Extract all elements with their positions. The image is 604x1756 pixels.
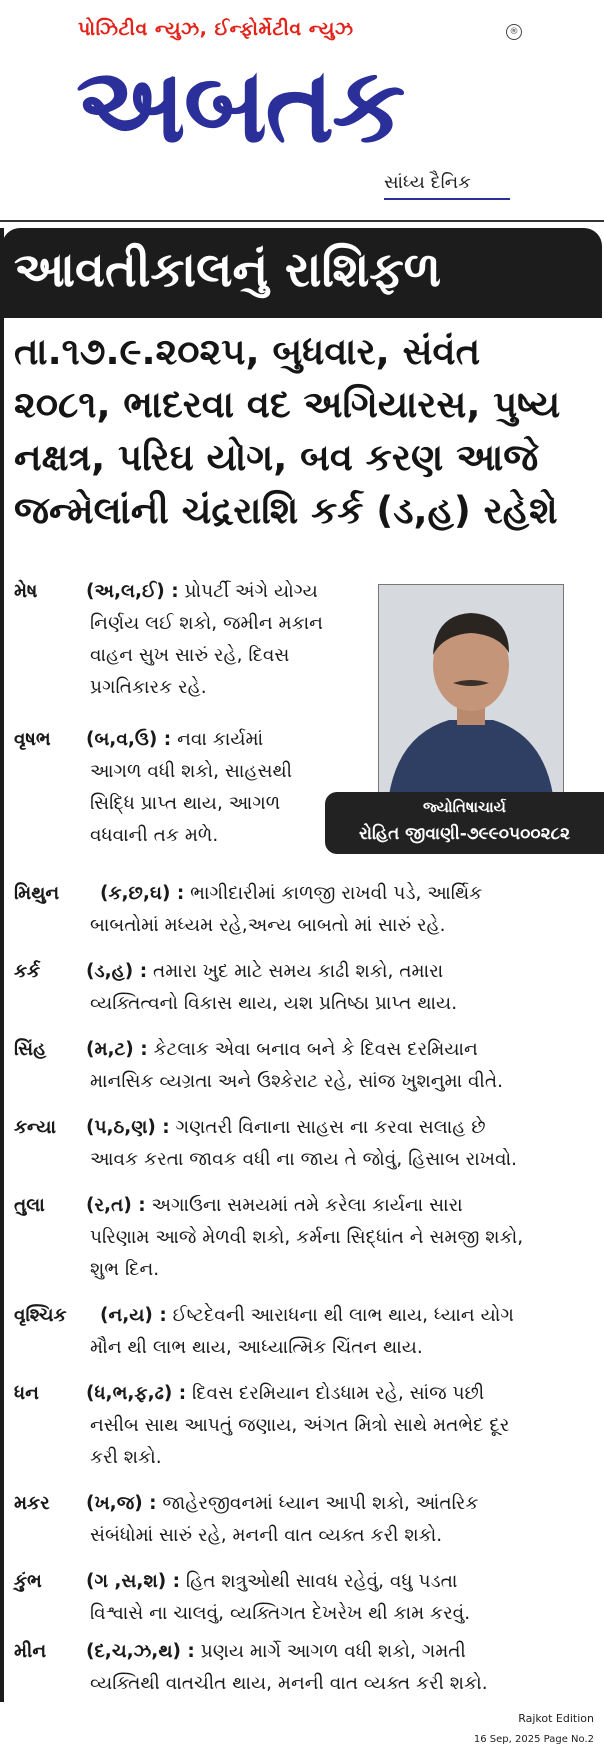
rashi-text-line: અગાઉના સમયમાં તમે કરેલા કાર્યના સારા: [151, 1195, 463, 1216]
rashi-letters: (મ,ટ) :: [86, 1039, 148, 1060]
section-title: આવતીકાલનું રાશિફળ: [14, 242, 442, 298]
rashi-name: મકર: [14, 1493, 50, 1514]
rashi-text-line: પરિણામ આજે મેળવી શકો, કર્મના સિદ્ધાંત ને સમજી શકો,: [90, 1227, 524, 1248]
rashi-text-line: વધવાની તક મળે.: [90, 825, 219, 846]
rashi-text-line: દિવસ દરમિયાન દોડધામ રહે, સાંજ પછી: [192, 1383, 485, 1404]
astrologer-name-phone: રોહિત જીવાણી-૭૯૯૦૫૦૦૨૮૨: [359, 824, 570, 844]
masthead-subtitle: સાંધ્ય દૈનિક: [384, 172, 471, 193]
rashi-letters: (બ,વ,ઉ) :: [86, 729, 172, 750]
rashi-text-line: તમારા ખુદ માટે સમય કાઢી શકો, તમારા: [152, 961, 444, 982]
rashi-name: વૃશ્ચિક: [14, 1305, 67, 1326]
rashi-kumbh: [14, 1566, 594, 1630]
rashi-meen: [14, 1636, 594, 1700]
edition-label: Rajkot Edition: [518, 1712, 594, 1725]
rashi-letters: (અ,લ,ઈ) :: [86, 581, 179, 602]
rashi-name: કુંભ: [14, 1571, 42, 1592]
rashi-kanya: [14, 1112, 594, 1176]
rashi-letters: (ન,ય) :: [100, 1305, 167, 1326]
rashi-name: મિથુન: [14, 883, 60, 904]
rashi-text-line: આગળ વધી શકો, સાહસથી: [90, 761, 292, 782]
masthead-rule: [0, 220, 604, 222]
registered-mark: ®: [506, 24, 522, 40]
rashi-text-line: ગણતરી વિનાના સાહસ ના કરવા સલાહ છે: [175, 1117, 486, 1138]
rashi-text-line: નવા કાર્યમાં: [177, 729, 264, 750]
rashi-mesh: [14, 576, 374, 704]
rashi-text-line: ઈષ્ટદેવની આરાધના થી લાભ થાય, ધ્યાન યોગ: [172, 1305, 514, 1326]
rashi-text-line: મૌન થી લાભ થાય, આધ્યાત્મિક ચિંતન થાય.: [90, 1337, 423, 1358]
lead-line-2: ૨૦૮૧, ભાદરવા વદ અગિયારસ, પુષ્ય: [14, 383, 561, 426]
tagline: પોઝિટીવ ન્યુઝ, ઈન્ફોર્મેટીવ ન્યુઝ: [78, 18, 354, 40]
rashi-mithun: [14, 878, 594, 942]
rashi-letters: (દ,ચ,ઝ,થ) :: [86, 1641, 195, 1662]
rashi-name: મેષ: [14, 581, 38, 602]
rashi-vrushchik: [14, 1300, 594, 1364]
rashi-text-line: વ્યક્તિત્વનો વિકાસ થાય, યશ પ્રતિષ્ઠા પ્રાપ્ત થાય.: [90, 993, 458, 1014]
rashi-text-line: નિર્ણય લઈ શકો, જમીન મકાન: [90, 613, 323, 634]
date-page-label: 16 Sep, 2025 Page No.2: [473, 1734, 594, 1745]
rashi-text-line: હિત શત્રુઓથી સાવધ રહેવું, વધુ પડતા: [185, 1571, 458, 1592]
rashi-letters: (ધ,ભ,ફ,ઢ) :: [86, 1383, 187, 1404]
rashi-name: કન્યા: [14, 1117, 57, 1138]
rashi-text-line: શુભ દિન.: [90, 1259, 160, 1280]
rashi-text-line: વિશ્વાસે ના ચાલવું, વ્યક્તિગત દેખરેખ થી કામ કરવું.: [90, 1603, 471, 1624]
rashi-letters: (ખ,જ) :: [86, 1493, 157, 1514]
astrologer-title: જ્યોતિષાચાર્ય: [423, 798, 506, 816]
rashi-text-line: કરી શકો.: [90, 1447, 162, 1468]
lead-line-1: તા.૧૭.૯.૨૦૨૫, બુધવાર, સંવંત: [14, 330, 481, 373]
rashi-text-line: વ્યક્તિથી વાતચીત થાય, મનની વાત વ્યક્ત કરી શકો.: [90, 1673, 488, 1694]
rashi-text-line: આવક કરતા જાવક વધી ના જાય તે જોવું, હિસાબ રાખવો.: [90, 1149, 518, 1170]
portrait-graphic: [379, 585, 563, 795]
rashi-tula: [14, 1190, 594, 1286]
rashi-text-line: બાબતોમાં મધ્યમ રહે,અન્ય બાબતો માં સારું રહે.: [90, 915, 446, 936]
rashi-letters: (ડ,હ) :: [86, 961, 148, 982]
rashi-name: ધન: [14, 1383, 39, 1404]
rashi-kark: [14, 956, 594, 1020]
rashi-makar: [14, 1488, 594, 1552]
subtitle-underline: [384, 198, 510, 200]
rashi-letters: (ર,ત) :: [86, 1195, 146, 1216]
astrologer-photo: [378, 584, 564, 796]
rashi-text-line: પ્રોપર્ટી અંગે યોગ્ય: [184, 581, 318, 602]
lead-line-3: નક્ષત્ર, પરિઘ યોગ, બવ કરણ આજે: [14, 436, 539, 479]
masthead: [0, 0, 604, 220]
rashi-name: વૃષભ: [14, 729, 51, 750]
rashi-name: તુલા: [14, 1195, 45, 1216]
rashi-letters: (ક,છ,ઘ) :: [100, 883, 185, 904]
rashi-text-line: પ્રગતિકારક રહે.: [90, 677, 207, 698]
rashi-text-line: પ્રણય માર્ગે આગળ વધી શકો, ગમતી: [200, 1641, 466, 1662]
rashi-sinh: [14, 1034, 594, 1098]
rashi-text-line: ભાગીદારીમાં કાળજી રાખવી પડે, આર્થિક: [190, 883, 483, 904]
rashi-text-line: સંબંધોમાં સારું રહે, મનની વાત વ્યક્ત કરી શકો.: [90, 1525, 443, 1546]
page-border: [0, 228, 4, 1702]
rashi-text-line: વાહન સુખ સારું રહે, દિવસ: [90, 645, 290, 666]
rashi-name: કર્ક: [14, 961, 41, 982]
rashi-text-line: કેટલાક એવા બનાવ બને કે દિવસ દરમિયાન: [153, 1039, 478, 1060]
rashi-dhan: [14, 1378, 594, 1474]
rashi-text-line: નસીબ સાથ આપતું જણાય, અંગત મિત્રો સાથે મતભેદ દૂર: [90, 1415, 510, 1436]
rashi-name: મીન: [14, 1641, 47, 1662]
rashi-letters: (પ,ઠ,ણ) :: [86, 1117, 170, 1138]
rashi-text-line: જાહેરજીવનમાં ધ્યાન આપી શકો, આંતરિક: [162, 1493, 479, 1514]
rashi-name: સિંહ: [14, 1039, 47, 1060]
rashi-vrushabh: [14, 724, 374, 852]
brand-logo: અબતક: [76, 44, 404, 166]
rashi-text-line: માનસિક વ્યગ્રતા અને ઉશ્કેરાટ રહે, સાંજ ખુશનુમા વીતે.: [90, 1071, 503, 1092]
rashi-letters: (ગ ,સ,શ) :: [86, 1571, 180, 1592]
rashi-text-line: સિદ્ધિ પ્રાપ્ત થાય, આગળ: [90, 793, 281, 814]
lead-line-4: જન્મેલાંની ચંદ્રરાશિ કર્ક (ડ,હ) રહેશે: [14, 489, 558, 532]
